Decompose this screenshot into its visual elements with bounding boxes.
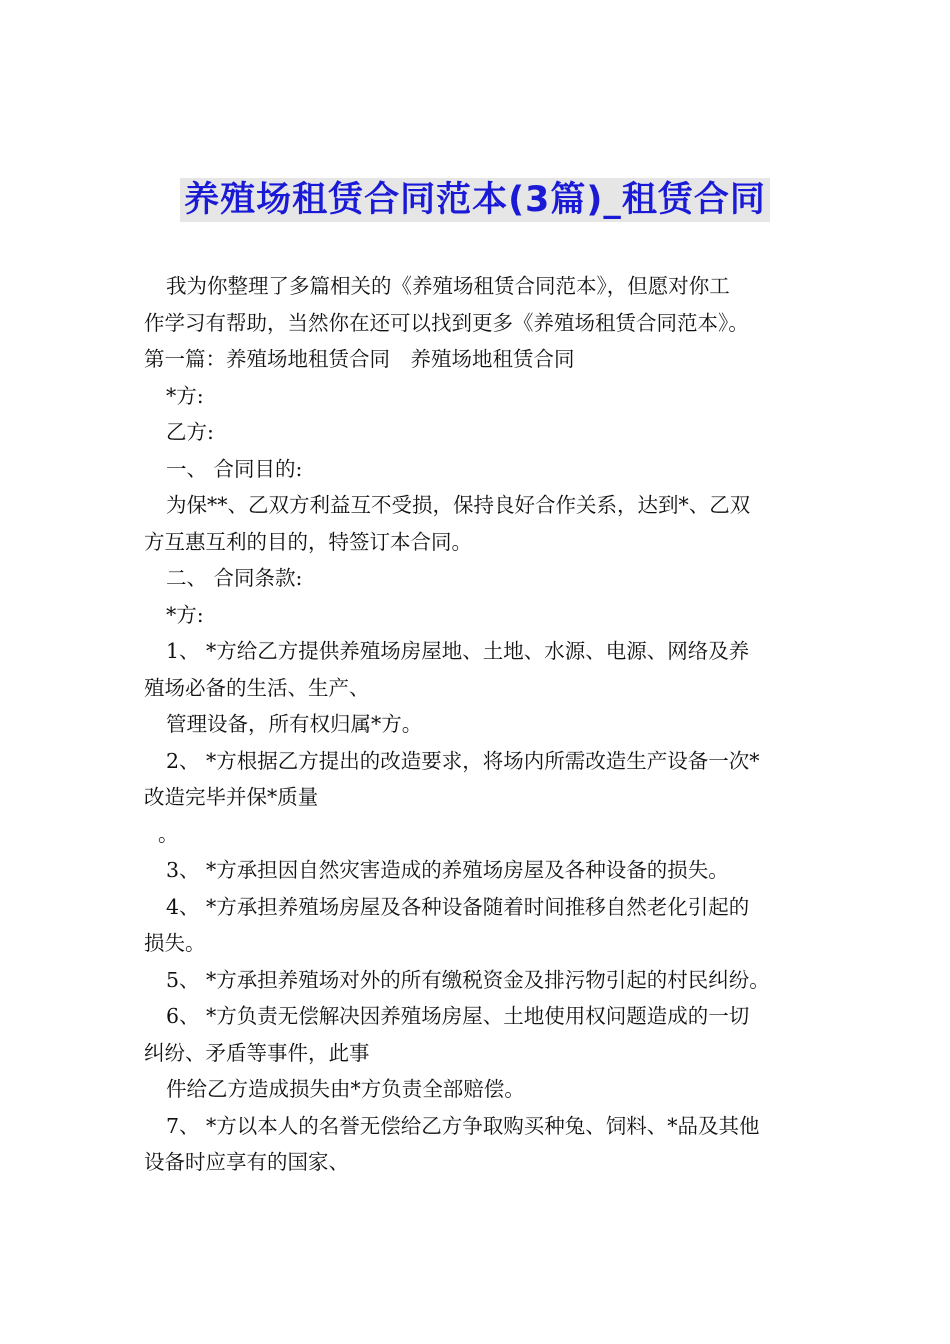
paragraph-line: 4、 *方承担养殖场房屋及各种设备随着时间推移自然老化引起的: [166, 894, 750, 919]
paragraph-line: 1、 *方给乙方提供养殖场房屋地、土地、水源、电源、网络及养: [166, 639, 750, 663]
document-body: [144, 268, 810, 1181]
paragraph-line: 7、 *方以本人的名誉无偿给乙方争取购买种兔、饲料、*品及其他: [166, 1113, 760, 1138]
paragraph-line: 3、 *方承担因自然灾害造成的养殖场房屋及各种设备的损失。: [166, 858, 729, 882]
paragraph-line: 乙方:: [166, 420, 214, 444]
paragraph-line: 殖场必备的生活、生产、: [144, 675, 370, 700]
paragraph-line: 2、 *方根据乙方提出的改造要求，将场内所需改造生产设备一次*: [166, 748, 760, 773]
paragraph-line: 二、 合同条款:: [166, 566, 303, 590]
paragraph-line: 方互惠互利的目的，特签订本合同。: [144, 529, 472, 554]
paragraph-line: 为保**、乙双方利益互不受损，保持良好合作关系，达到*、乙双: [166, 493, 751, 517]
paragraph-line: 件给乙方造成损失由*方负责全部赔偿。: [166, 1077, 525, 1101]
paragraph-line: *方:: [166, 383, 204, 408]
paragraph-line: 作学习有帮助，当然你在还可以找到更多《养殖场租赁合同范本》。: [144, 310, 749, 335]
document-title-wrap: [0, 178, 950, 222]
paragraph-line: *方:: [166, 602, 204, 627]
paragraph-line: 纠纷、矛盾等事件，此事: [144, 1040, 370, 1065]
paragraph-line: 一、 合同目的:: [166, 456, 303, 481]
paragraph-line: 。: [158, 821, 179, 846]
paragraph-line: 损失。: [144, 931, 206, 955]
paragraph-line: 6、 *方负责无偿解决因养殖场房屋、土地使用权问题造成的一切: [166, 1004, 750, 1028]
paragraph-line: 5、 *方承担养殖场对外的所有缴税资金及排污物引起的村民纠纷。: [166, 967, 770, 992]
paragraph-line: 管理设备，所有权归属*方。: [166, 712, 423, 736]
paragraph-line: 我为你整理了多篇相关的《养殖场租赁合同范本》，但愿对你工: [166, 274, 730, 298]
paragraph-line: 第一篇：养殖场地租赁合同 养殖场地租赁合同: [144, 347, 575, 371]
paragraph-line: 设备时应享有的国家、: [144, 1150, 349, 1174]
paragraph-line: 改造完毕并保*质量: [144, 785, 319, 809]
document-title: 养殖场租赁合同范本(3篇)_租赁合同: [180, 178, 770, 222]
